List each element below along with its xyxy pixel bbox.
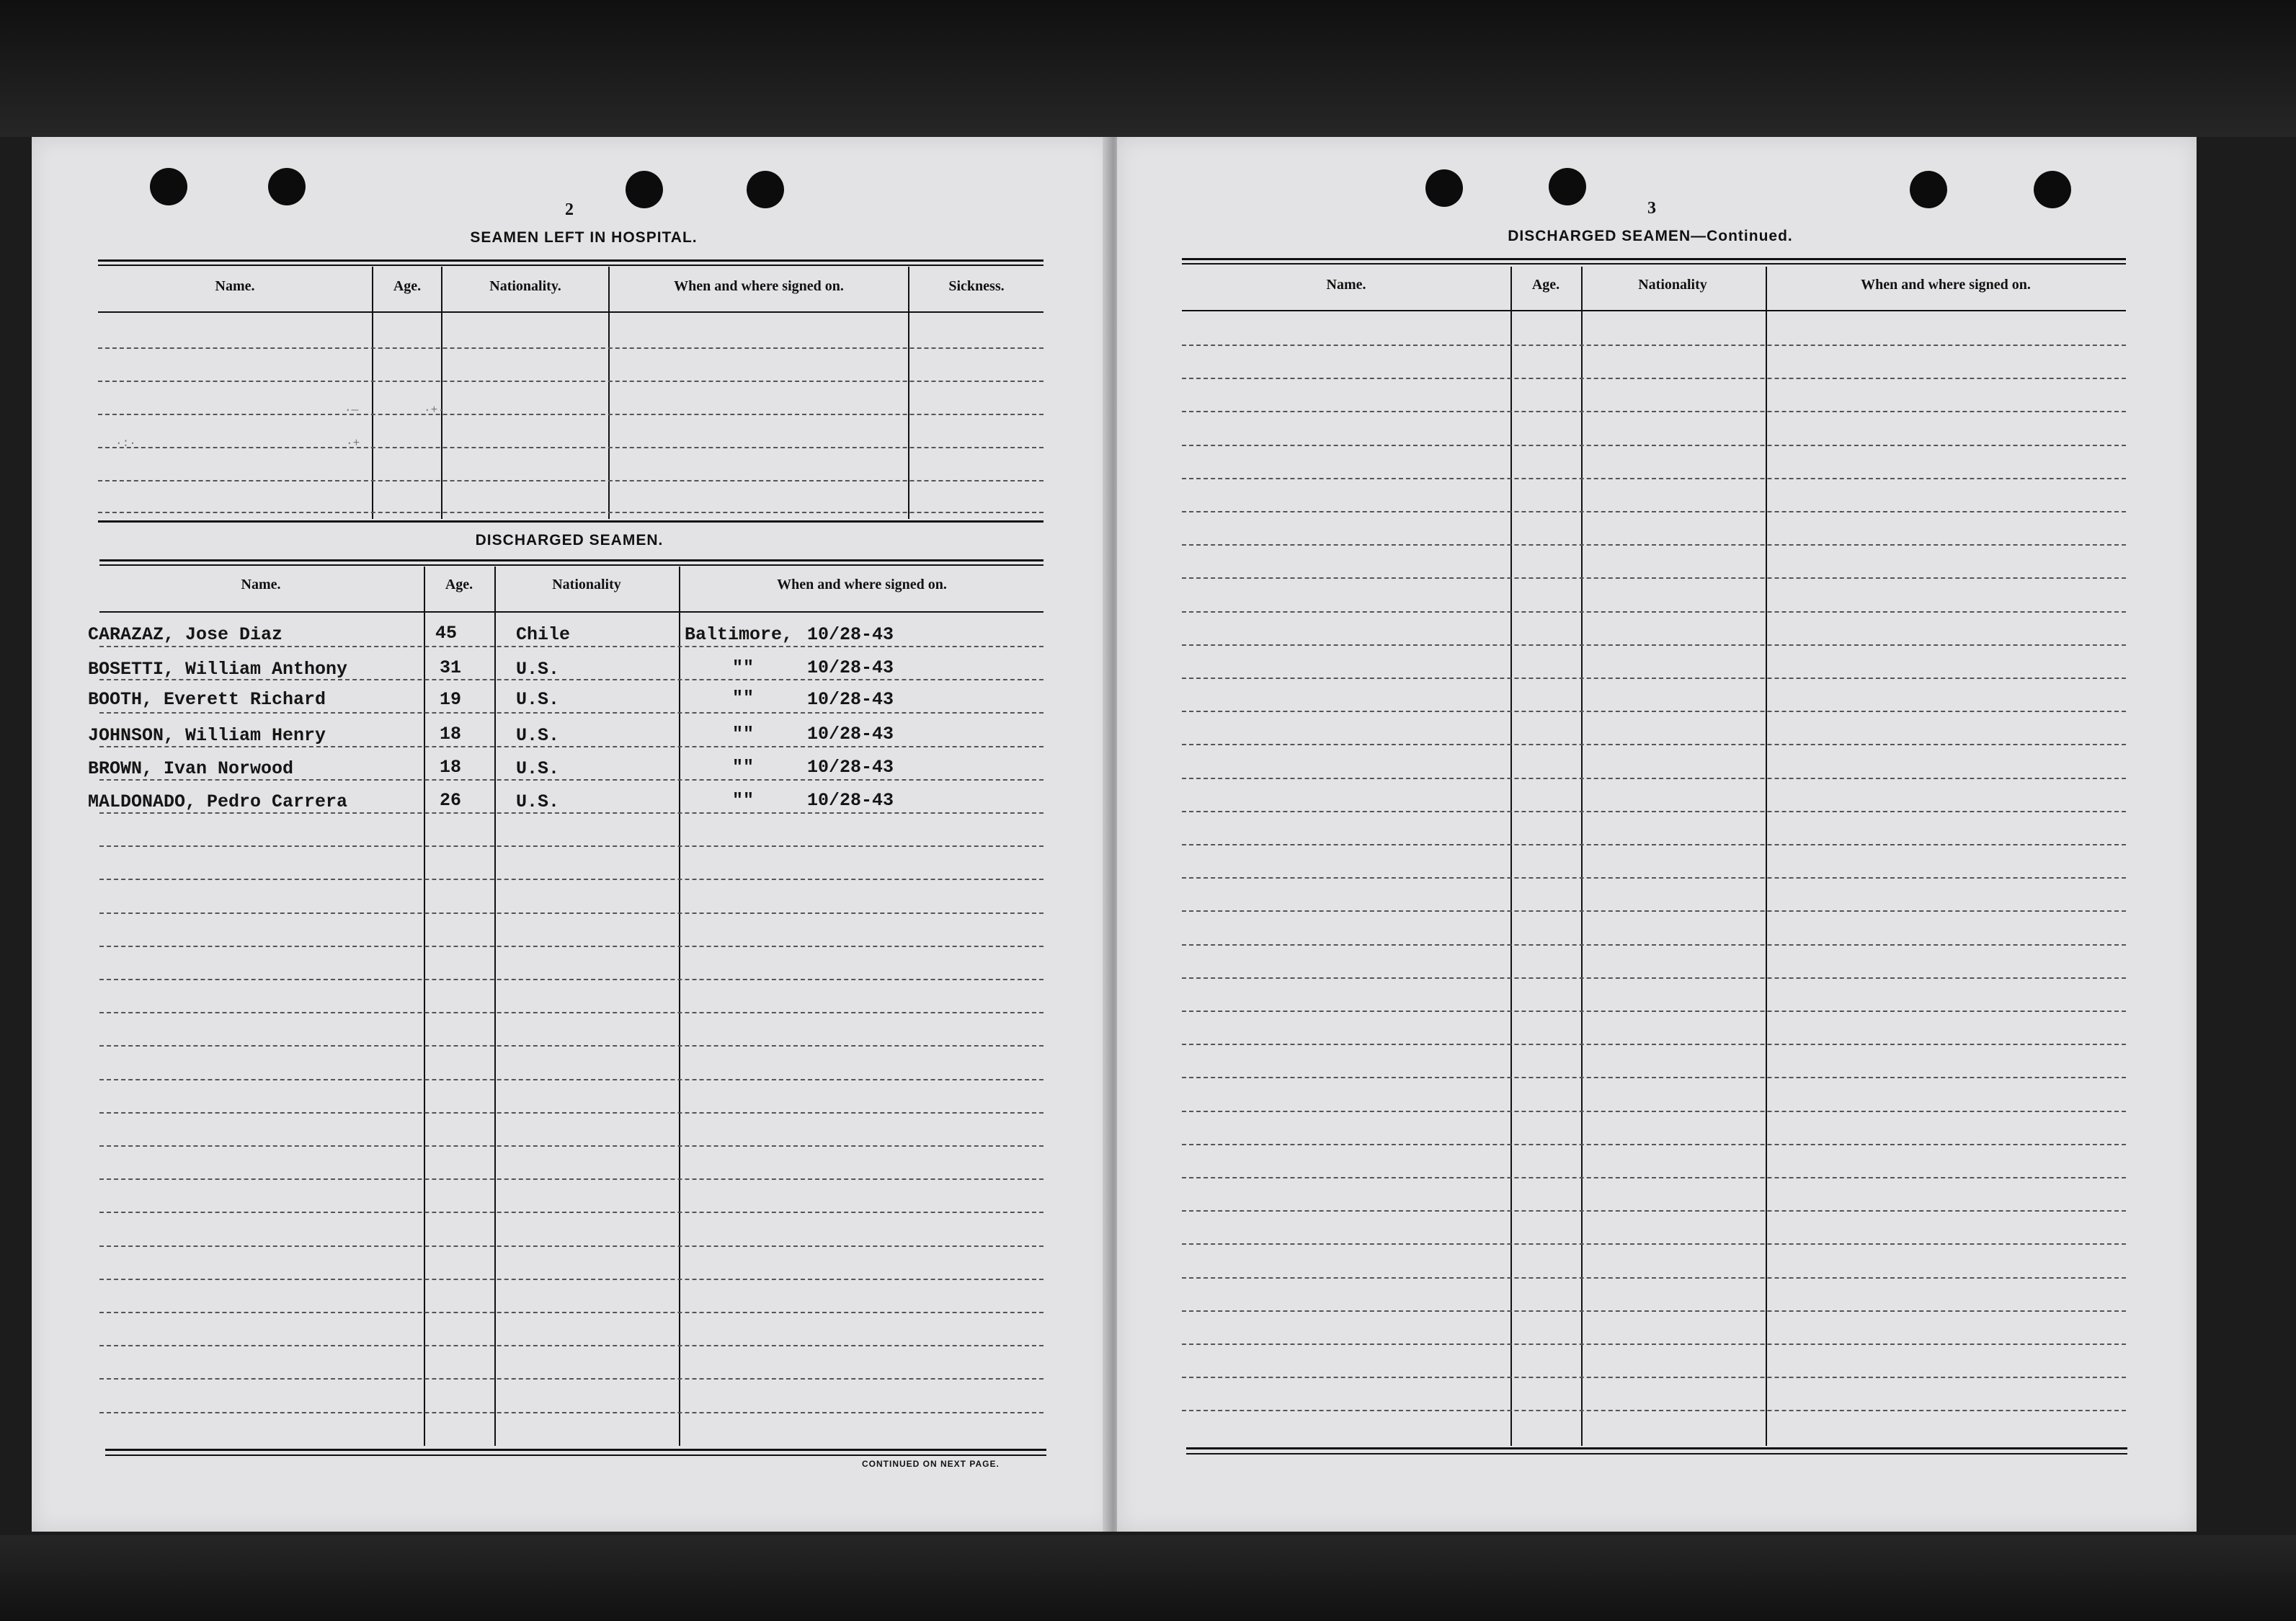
seaman-date: 10/28-43 bbox=[807, 689, 894, 710]
discharged-header-age: Age. bbox=[445, 577, 473, 592]
hospital-header-nationality: Nationality. bbox=[489, 278, 561, 294]
discharged-top-rule-2 bbox=[99, 564, 1044, 566]
right-row-line bbox=[1182, 1377, 2126, 1378]
punch-hole bbox=[2034, 171, 2071, 208]
scanner-background-top bbox=[0, 0, 2296, 137]
discharged-row-line bbox=[99, 646, 1044, 647]
discharged-row-line bbox=[99, 1378, 1044, 1380]
seaman-name: BROWN, Ivan Norwood bbox=[88, 758, 294, 779]
right-row-line bbox=[1182, 577, 2126, 579]
continued-note: CONTINUED ON NEXT PAGE. bbox=[862, 1459, 1000, 1469]
seaman-date: 10/28-43 bbox=[807, 657, 894, 678]
hospital-row-line bbox=[98, 480, 1044, 481]
seaman-name: BOOTH, Everett Richard bbox=[88, 689, 326, 710]
right-bottom-rule bbox=[1186, 1447, 2127, 1449]
hospital-top-rule-2 bbox=[98, 265, 1044, 266]
seaman-nationality: U.S. bbox=[516, 791, 560, 812]
hospital-header-rule bbox=[98, 311, 1044, 313]
seaman-age: 18 bbox=[440, 724, 462, 745]
right-row-line bbox=[1182, 544, 2126, 546]
right-row-line bbox=[1182, 345, 2126, 346]
hospital-top-rule bbox=[98, 259, 1044, 262]
punch-hole bbox=[150, 168, 187, 205]
right-header-signed-on: When and where signed on. bbox=[1861, 277, 2031, 293]
right-bottom-rule-2 bbox=[1186, 1453, 2127, 1455]
seaman-nationality: Chile bbox=[516, 624, 571, 645]
hospital-header-age: Age. bbox=[393, 278, 422, 294]
discharged-row-line bbox=[99, 1312, 1044, 1313]
discharged-row-line bbox=[99, 1145, 1044, 1147]
right-col-divider bbox=[1510, 267, 1512, 1446]
discharged-row-line bbox=[99, 979, 1044, 980]
seaman-nationality: U.S. bbox=[516, 758, 560, 779]
seaman-date: 10/28-43 bbox=[807, 624, 894, 645]
seaman-port: "" bbox=[732, 790, 755, 811]
seaman-nationality: U.S. bbox=[516, 659, 560, 680]
discharged-row-line bbox=[99, 1345, 1044, 1346]
right-row-line bbox=[1182, 811, 2126, 812]
hospital-header-name: Name. bbox=[215, 278, 255, 294]
seaman-age: 45 bbox=[435, 623, 458, 644]
discharged-row-line bbox=[99, 1079, 1044, 1080]
punch-hole bbox=[268, 168, 306, 205]
seaman-nationality: U.S. bbox=[516, 689, 560, 710]
discharged-row-line bbox=[99, 1412, 1044, 1413]
right-row-line bbox=[1182, 1410, 2126, 1411]
right-col-divider bbox=[1766, 267, 1767, 1446]
right-row-line bbox=[1182, 1310, 2126, 1312]
discharged-row-line bbox=[99, 912, 1044, 914]
hospital-row-line bbox=[98, 347, 1044, 349]
discharged-header-nationality: Nationality bbox=[552, 577, 621, 592]
seaman-name: JOHNSON, William Henry bbox=[88, 725, 326, 746]
punch-hole bbox=[747, 171, 784, 208]
discharged-row-line bbox=[99, 845, 1044, 847]
right-row-line bbox=[1182, 511, 2126, 512]
seaman-date: 10/28-43 bbox=[807, 790, 894, 811]
seaman-nationality: U.S. bbox=[516, 725, 560, 746]
right-row-line bbox=[1182, 1243, 2126, 1245]
hospital-section-title: SEAMEN LEFT IN HOSPITAL. bbox=[470, 229, 698, 246]
discharged-section-title: DISCHARGED SEAMEN. bbox=[475, 532, 664, 549]
seaman-port: Baltimore, bbox=[685, 624, 793, 645]
discharged-header-signed-on: When and where signed on. bbox=[777, 577, 947, 592]
right-row-line bbox=[1182, 910, 2126, 912]
hospital-row-line bbox=[98, 414, 1044, 415]
right-header-age: Age. bbox=[1531, 277, 1560, 293]
hospital-header-signed-on: When and where signed on. bbox=[674, 278, 844, 294]
right-header-nationality: Nationality bbox=[1638, 277, 1707, 293]
discharged-header-rule bbox=[99, 611, 1044, 613]
hospital-header-sickness: Sickness. bbox=[948, 278, 1005, 294]
seaman-name: BOSETTI, William Anthony bbox=[88, 659, 348, 680]
right-row-line bbox=[1182, 478, 2126, 479]
discharged-col-divider bbox=[494, 567, 496, 1446]
right-row-line bbox=[1182, 1277, 2126, 1279]
discharged-top-rule bbox=[99, 559, 1044, 561]
discharged-row-line bbox=[99, 1279, 1044, 1280]
discharged-row-line bbox=[99, 879, 1044, 880]
seaman-date: 10/28-43 bbox=[807, 724, 894, 745]
right-row-line bbox=[1182, 1044, 2126, 1045]
faint-mark: ·+ bbox=[346, 437, 360, 450]
right-row-line bbox=[1182, 1077, 2126, 1078]
faint-mark: ·:· bbox=[115, 437, 136, 450]
faint-mark: ·+· bbox=[424, 404, 445, 417]
page-number-left: 2 bbox=[565, 200, 574, 219]
right-section-title: DISCHARGED SEAMEN—Continued. bbox=[1508, 228, 1793, 244]
right-page bbox=[1117, 137, 2197, 1532]
right-row-line bbox=[1182, 611, 2126, 613]
discharged-row-line bbox=[99, 1245, 1044, 1247]
punch-hole bbox=[1549, 168, 1586, 205]
discharged-row-line bbox=[99, 1045, 1044, 1047]
punch-hole bbox=[1425, 169, 1463, 207]
seaman-age: 18 bbox=[440, 757, 462, 778]
punch-hole bbox=[626, 171, 663, 208]
right-row-line bbox=[1182, 411, 2126, 412]
discharged-row-line bbox=[99, 779, 1044, 781]
discharged-col-divider bbox=[679, 567, 680, 1446]
right-row-line bbox=[1182, 1344, 2126, 1345]
seaman-age: 26 bbox=[440, 790, 462, 811]
right-row-line bbox=[1182, 678, 2126, 679]
discharged-row-line bbox=[99, 1178, 1044, 1180]
right-row-line bbox=[1182, 378, 2126, 379]
right-row-line bbox=[1182, 1011, 2126, 1012]
right-row-line bbox=[1182, 445, 2126, 446]
seaman-port: "" bbox=[732, 724, 755, 745]
seaman-name: CARAZAZ, Jose Diaz bbox=[88, 624, 283, 645]
right-row-line bbox=[1182, 977, 2126, 979]
right-row-line bbox=[1182, 711, 2126, 712]
page-number-right: 3 bbox=[1647, 199, 1656, 218]
discharged-row-line bbox=[99, 712, 1044, 714]
seaman-name: MALDONADO, Pedro Carrera bbox=[88, 791, 348, 812]
right-row-line bbox=[1182, 1210, 2126, 1212]
seaman-port: "" bbox=[732, 757, 755, 778]
discharged-row-line bbox=[99, 746, 1044, 747]
discharged-row-line bbox=[99, 1112, 1044, 1114]
right-col-divider bbox=[1581, 267, 1583, 1446]
right-top-rule bbox=[1182, 258, 2126, 260]
right-row-line bbox=[1182, 778, 2126, 779]
discharged-col-divider bbox=[424, 567, 425, 1446]
discharged-row-line bbox=[99, 812, 1044, 814]
right-row-line bbox=[1182, 944, 2126, 946]
hospital-bottom-rule bbox=[98, 520, 1044, 523]
right-row-line bbox=[1182, 744, 2126, 745]
seaman-port: "" bbox=[732, 688, 755, 709]
right-row-line bbox=[1182, 1144, 2126, 1145]
discharged-row-line bbox=[99, 1012, 1044, 1013]
discharged-header-name: Name. bbox=[241, 577, 281, 592]
discharged-bottom-rule-2 bbox=[105, 1455, 1046, 1456]
seaman-date: 10/28-43 bbox=[807, 757, 894, 778]
right-row-line bbox=[1182, 844, 2126, 845]
discharged-row-line bbox=[99, 946, 1044, 947]
right-row-line bbox=[1182, 644, 2126, 646]
discharged-row-line bbox=[99, 1212, 1044, 1213]
scanner-background-bottom bbox=[0, 1535, 2296, 1621]
faint-mark: ·— bbox=[344, 404, 359, 417]
seaman-port: "" bbox=[732, 657, 755, 678]
right-header-name: Name. bbox=[1326, 277, 1366, 293]
right-top-rule-2 bbox=[1182, 263, 2126, 265]
left-page bbox=[32, 137, 1113, 1532]
seaman-age: 31 bbox=[440, 657, 462, 678]
punch-hole bbox=[1910, 171, 1947, 208]
right-row-line bbox=[1182, 1177, 2126, 1178]
seaman-age: 19 bbox=[440, 689, 462, 710]
discharged-bottom-rule bbox=[105, 1449, 1046, 1451]
right-header-rule bbox=[1182, 310, 2126, 311]
hospital-row-line bbox=[98, 512, 1044, 513]
right-row-line bbox=[1182, 1111, 2126, 1112]
right-row-line bbox=[1182, 877, 2126, 879]
hospital-row-line bbox=[98, 381, 1044, 382]
hospital-row-line bbox=[98, 447, 1044, 448]
discharged-row-line bbox=[99, 679, 1044, 680]
